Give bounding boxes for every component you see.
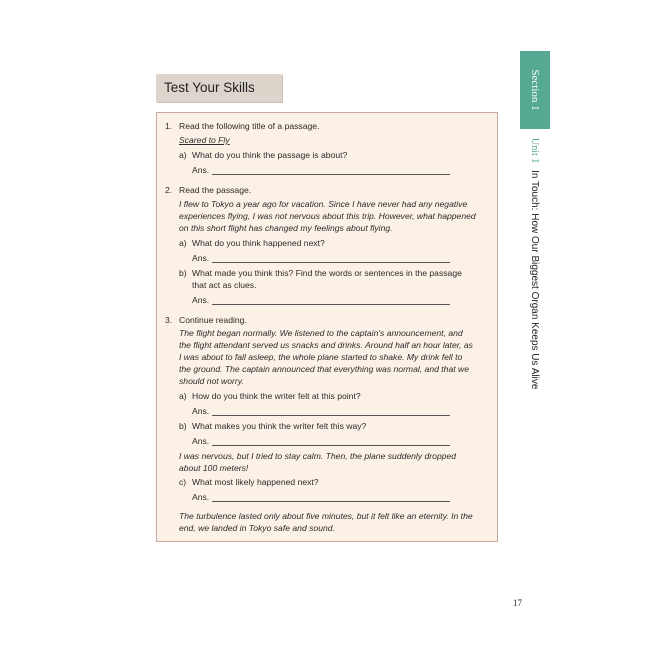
q2b-text-cont: that act as clues.: [192, 280, 257, 290]
q2-number: 2.: [165, 185, 173, 195]
q3b-text: What makes you think the writer felt this way?: [192, 421, 367, 431]
q3-passage-line: The flight began normally. We listened to the captain's announcement, and: [179, 328, 463, 338]
unit-title-text: In Touch: How Our Biggest Organ Keeps Us Alive: [529, 170, 540, 390]
q3-number: 3.: [165, 315, 173, 325]
q3c-answer-line[interactable]: [212, 501, 450, 502]
q1a-ans-label: Ans.: [192, 165, 210, 175]
q3-passage-line: the flight attendant served us snacks and drinks. Around half an hour later, as: [179, 340, 473, 350]
q1-text: Read the following title of a passage.: [179, 121, 320, 131]
q2-text: Read the passage.: [179, 185, 252, 195]
q3a-ans-label: Ans.: [192, 406, 210, 416]
q2a-ans-label: Ans.: [192, 253, 210, 263]
unit-title: [529, 138, 540, 389]
q2a-text: What do you think happened next?: [192, 238, 325, 248]
q3-passage2-line: about 100 meters!: [179, 463, 249, 473]
heading: Test Your Skills: [164, 80, 255, 95]
q2a-answer-line[interactable]: [212, 262, 450, 263]
heading-box: [156, 74, 282, 102]
q2a-label: a): [179, 238, 187, 248]
page-number: 17: [513, 598, 522, 608]
q2-passage-line: on this short flight has changed my feelings about flying.: [179, 223, 393, 233]
q3-text: Continue reading.: [179, 315, 247, 325]
q2-passage-line: experiences flying, I was not nervous about this trip. However, what happened: [179, 211, 476, 221]
q1-number: 1.: [165, 121, 173, 131]
q3a-answer-line[interactable]: [212, 415, 450, 416]
unit-label: Unit 1: [529, 138, 540, 164]
q3c-label: c): [179, 477, 187, 487]
q3a-text: How do you think the writer felt at this point?: [192, 391, 361, 401]
q1a-text: What do you think the passage is about?: [192, 150, 348, 160]
q3b-ans-label: Ans.: [192, 436, 210, 446]
q2b-text: What made you think this? Find the words or sentences in the passage: [192, 268, 462, 278]
q1-passage-title: Scared to Fly: [179, 135, 230, 145]
q3-passage3-line: end, we landed in Tokyo safe and sound.: [179, 523, 335, 533]
q1a-answer-line[interactable]: [212, 174, 450, 175]
q3-passage-line: should not worry.: [179, 376, 244, 386]
q3-passage-line: the ground. The captain announced that everything was normal, and that we: [179, 364, 469, 374]
q2b-ans-label: Ans.: [192, 295, 210, 305]
q3c-text: What most likely happened next?: [192, 477, 319, 487]
q3b-label: b): [179, 421, 187, 431]
q3-passage2-line: I was nervous, but I tried to stay calm. Then, the plane suddenly dropped: [179, 451, 457, 461]
q3c-ans-label: Ans.: [192, 492, 210, 502]
q3-passage3-line: The turbulence lasted only about five minutes, but it felt like an eternity. In the: [179, 511, 473, 521]
q1a-label: a): [179, 150, 187, 160]
q3-passage-line: I was about to fall asleep, the whole plane started to shake. My drink fell to: [179, 352, 463, 362]
q3a-label: a): [179, 391, 187, 401]
q2b-answer-line[interactable]: [212, 304, 450, 305]
q2b-label: b): [179, 268, 187, 278]
q3b-answer-line[interactable]: [212, 445, 450, 446]
section-tab: [520, 51, 550, 129]
exercise-panel: [156, 112, 498, 542]
q2-passage-line: I flew to Tokyo a year ago for vacation. Since I have never had any negative: [179, 199, 468, 209]
section-label: Section 1: [529, 69, 541, 111]
